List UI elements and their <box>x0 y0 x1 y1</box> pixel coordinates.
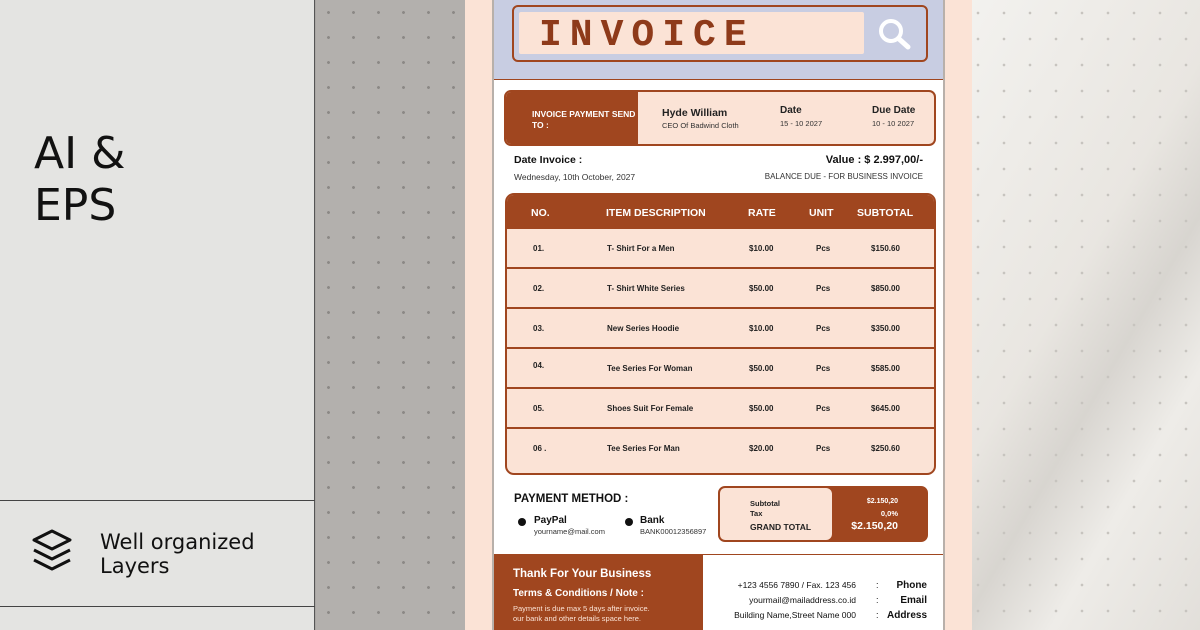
left-info-panel <box>0 0 315 630</box>
row-rate: $10.00 <box>749 324 774 333</box>
recipient-box <box>504 90 936 146</box>
tax-label: Tax <box>750 509 763 518</box>
table-row <box>507 429 936 469</box>
title-field <box>519 12 864 57</box>
subtotal-label: Subtotal <box>750 499 780 508</box>
row-rate: $50.00 <box>749 404 774 413</box>
address-label: Address <box>886 610 927 621</box>
row-unit: Pcs <box>816 244 831 253</box>
row-rate: $20.00 <box>749 444 774 453</box>
recipient-role: CEO Of Badwind Cloth <box>662 121 739 130</box>
contact-email <box>706 595 943 610</box>
bank-account: BANK00012356897 <box>640 527 707 536</box>
date-invoice-value: Wednesday, 10th October, 2027 <box>514 172 636 182</box>
row-unit: Pcs <box>816 284 831 293</box>
table-row <box>507 389 936 429</box>
invoice-value: Value : $ 2.997,00/- <box>825 154 923 166</box>
separator: : <box>876 610 879 620</box>
wall-background <box>965 0 1200 630</box>
address-value: Building Name,Street Name 000 <box>734 610 856 620</box>
phone-label: Phone <box>896 580 927 591</box>
tax-value: 0,0% <box>880 509 898 518</box>
row-subtotal: $645.00 <box>871 404 900 413</box>
row-description: New Series Hoodie <box>607 324 680 333</box>
table-row <box>507 349 936 389</box>
date-heading: Date <box>780 105 802 116</box>
header-rate: RATE <box>748 207 776 219</box>
row-unit: Pcs <box>816 444 831 453</box>
totals-box <box>718 486 928 542</box>
paypal-email: yourname@mail.com <box>534 527 605 536</box>
row-subtotal: $250.60 <box>871 444 900 453</box>
bank-name: Bank <box>640 515 665 526</box>
terms-title: Terms & Conditions / Note : <box>513 588 644 599</box>
footer-notes <box>494 555 703 630</box>
table-header <box>507 195 936 229</box>
format-title-line2: EPS <box>34 180 117 231</box>
row-description: Tee Series For Man <box>607 444 680 453</box>
row-no: 02. <box>533 284 545 293</box>
date-value: 15 - 10 2027 <box>780 119 823 128</box>
row-subtotal: $585.00 <box>871 364 900 373</box>
payment-method-title: PAYMENT METHOD : <box>514 493 629 505</box>
dotted-background <box>316 0 486 630</box>
feature-line1: Well organized <box>100 530 255 554</box>
row-no: 03. <box>533 324 545 333</box>
email-label: Email <box>900 595 927 606</box>
row-subtotal: $350.00 <box>871 324 900 333</box>
header-subtotal: SUBTOTAL <box>857 207 914 219</box>
terms-text <box>513 604 693 624</box>
contact-address <box>706 610 943 625</box>
separator: : <box>876 580 879 590</box>
header-no: NO. <box>531 207 550 219</box>
row-no: 04. <box>533 361 545 370</box>
thanks-text: Thank For Your Business <box>513 568 652 580</box>
format-title <box>34 128 125 232</box>
row-description: Tee Series For Woman <box>607 364 693 373</box>
header-description: ITEM DESCRIPTION <box>606 207 706 219</box>
row-no: 05. <box>533 404 545 413</box>
bullet-icon <box>625 518 633 526</box>
feature-text <box>100 530 255 578</box>
phone-value: +123 4556 7890 / Fax. 123 456 <box>737 580 856 590</box>
date-invoice-label: Date Invoice : <box>514 154 583 166</box>
invoice-header <box>494 0 943 79</box>
divider <box>494 79 943 80</box>
table-row <box>507 269 936 309</box>
layers-icon <box>30 528 74 578</box>
divider <box>0 500 315 501</box>
bullet-icon <box>518 518 526 526</box>
invoice-title-box <box>512 5 928 62</box>
search-button <box>864 9 924 58</box>
subtotal-value: $2.150,20 <box>866 498 898 505</box>
feature-line2: Layers <box>100 554 170 578</box>
table-row <box>507 229 936 269</box>
format-title-line1: AI & <box>34 128 126 179</box>
send-to-label: INVOICE PAYMENT SEND TO : <box>506 92 638 146</box>
contact-phone <box>706 580 943 595</box>
search-icon <box>878 18 912 50</box>
invoice-document <box>492 0 945 630</box>
grand-total-value: $2.150,20 <box>851 520 898 532</box>
email-value: yourmail@mailaddress.co.id <box>749 595 856 605</box>
separator: : <box>876 595 879 605</box>
row-no: 06 . <box>533 444 547 453</box>
row-rate: $50.00 <box>749 364 774 373</box>
row-unit: Pcs <box>816 404 831 413</box>
row-no: 01. <box>533 244 545 253</box>
grand-total-label: GRAND TOTAL <box>750 522 812 532</box>
row-unit: Pcs <box>816 364 831 373</box>
row-rate: $10.00 <box>749 244 774 253</box>
recipient-name: Hyde William <box>662 107 728 119</box>
terms-line2: our bank and other details space here. <box>513 614 642 623</box>
balance-due: BALANCE DUE - FOR BUSINESS INVOICE <box>764 172 923 181</box>
table-row <box>507 309 936 349</box>
invoice-title: INVOICE <box>539 14 755 57</box>
row-subtotal: $850.00 <box>871 284 900 293</box>
row-description: Shoes Suit For Female <box>607 404 694 413</box>
paypal-name: PayPal <box>534 515 567 526</box>
row-description: T- Shirt White Series <box>607 284 685 293</box>
row-unit: Pcs <box>816 324 831 333</box>
row-description: T- Shirt For a Men <box>607 244 675 253</box>
terms-line1: Payment is due max 5 days after invoice. <box>513 604 650 613</box>
due-date-value: 10 - 10 2027 <box>872 119 915 128</box>
divider <box>0 606 315 607</box>
header-unit: UNIT <box>809 207 834 219</box>
due-date-heading: Due Date <box>872 105 916 116</box>
totals-labels <box>720 488 832 540</box>
row-rate: $50.00 <box>749 284 774 293</box>
items-table <box>505 193 936 475</box>
row-subtotal: $150.60 <box>871 244 900 253</box>
